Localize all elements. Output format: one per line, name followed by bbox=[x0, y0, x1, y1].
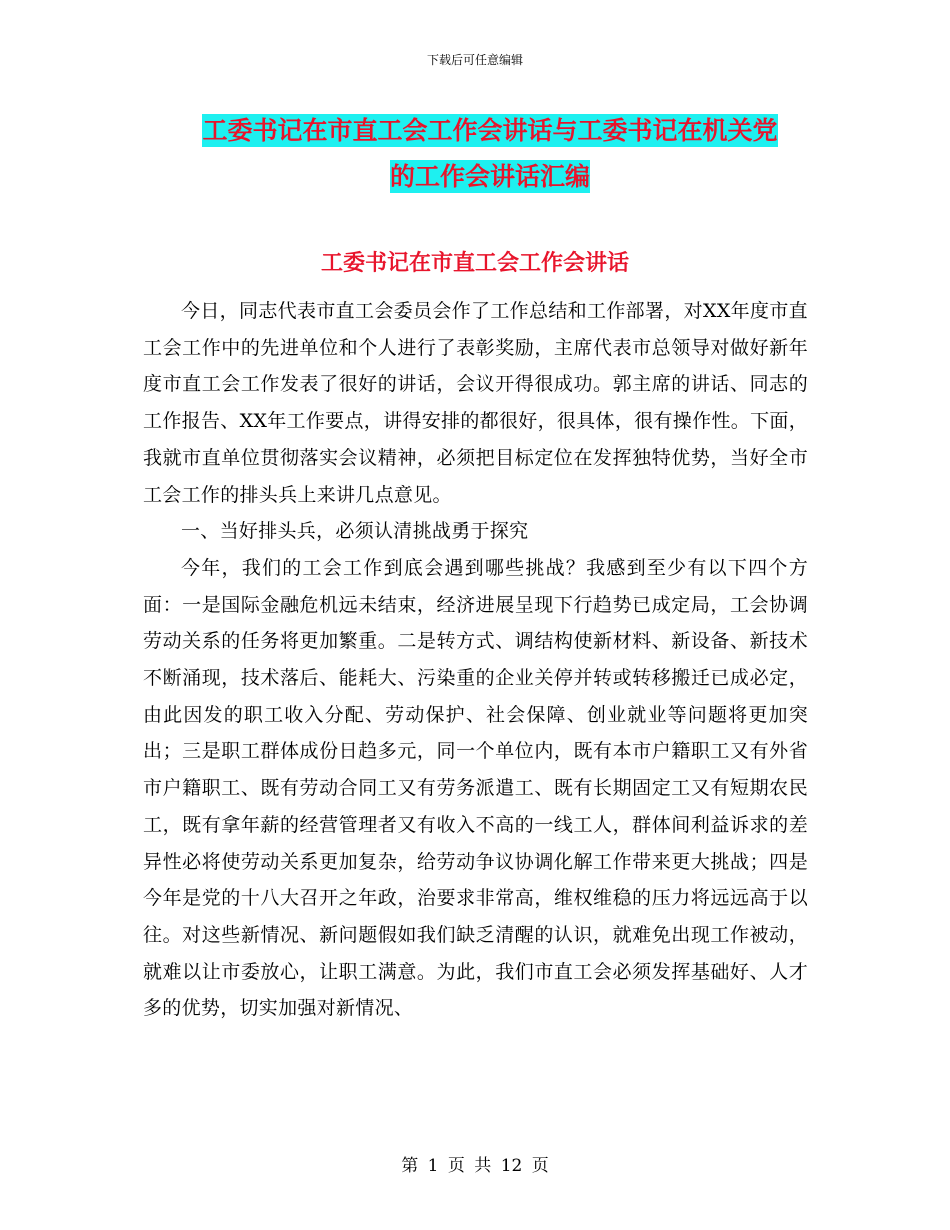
document-title-line-1: 工委书记在市直工会工作会讲话与工委书记在机关党 bbox=[202, 116, 778, 145]
section-heading-1: 一、当好排头兵，必须认清挑战勇于探究 bbox=[181, 520, 529, 543]
header-note: 下载后可任意编辑 bbox=[426, 53, 523, 67]
document-title-line-2: 的工作会讲话汇编 bbox=[389, 162, 590, 191]
body-paragraph-2: 今年，我们的工会工作到底会遇到哪些挑战？我感到至少有以下四个方面：一是国际金融危机远未结束，经济进展呈现下行趋势已成定局，工会协调劳动关系的任务将更加繁重。二是转方式、调结构使新材料、新设备、新技术不断涌现，技术落后、能耗大、污染重的企业关停并转或转移搬迁已成必定，由此因发的职工收入分配、劳动保护、社会保障、创业就业等问题将更加突出；三是职工群体成份日趋多元，同一个单位内，既有本市户籍职工又有外省市户籍职工、既有劳动合同工又有劳务派遣工、既有长期固定工又有短期农民工，既有拿年薪的经营管理者又有收入不高的一线工人，群体间利益诉求的差异性必将使劳动关系更加复杂，给劳动争议协调化解工作带来更大挑战；四是今年是党的十八大召开之年政，治要求非常高，维权维稳的压力将远远高于以往。对这些新情况、新问题假如我们缺乏清醒的认识，就难免出现工作被动，就难以让市委放心，让职工满意。为此，我们市直工会必须发挥基础好、人才多的优势，切实加强对新情况、 bbox=[143, 556, 808, 1020]
document-title bbox=[160, 108, 820, 200]
body-paragraph-1: 今日，同志代表市直工会委员会作了工作总结和工作部署，对XX年度市直工会工作中的先进单位和个人进行了表彰奖励，主席代表市总领导对做好新年度市直工会工作发表了很好的讲话，会议开得很成功。郭主席的讲话、同志的工作报告、XX年工作要点，讲得安排的都很好，很具体，很有操作性。下面，我就市直单位贯彻落实会议精神，必须把目标定位在发挥独特优势，当好全市工会工作的排头兵上来讲几点意见。 bbox=[143, 300, 808, 506]
section-title: 工委书记在市直工会工作会讲话 bbox=[320, 251, 629, 276]
document-body bbox=[143, 293, 808, 1027]
page-number-footer: 第 1 页 共 12 页 bbox=[401, 1156, 549, 1176]
